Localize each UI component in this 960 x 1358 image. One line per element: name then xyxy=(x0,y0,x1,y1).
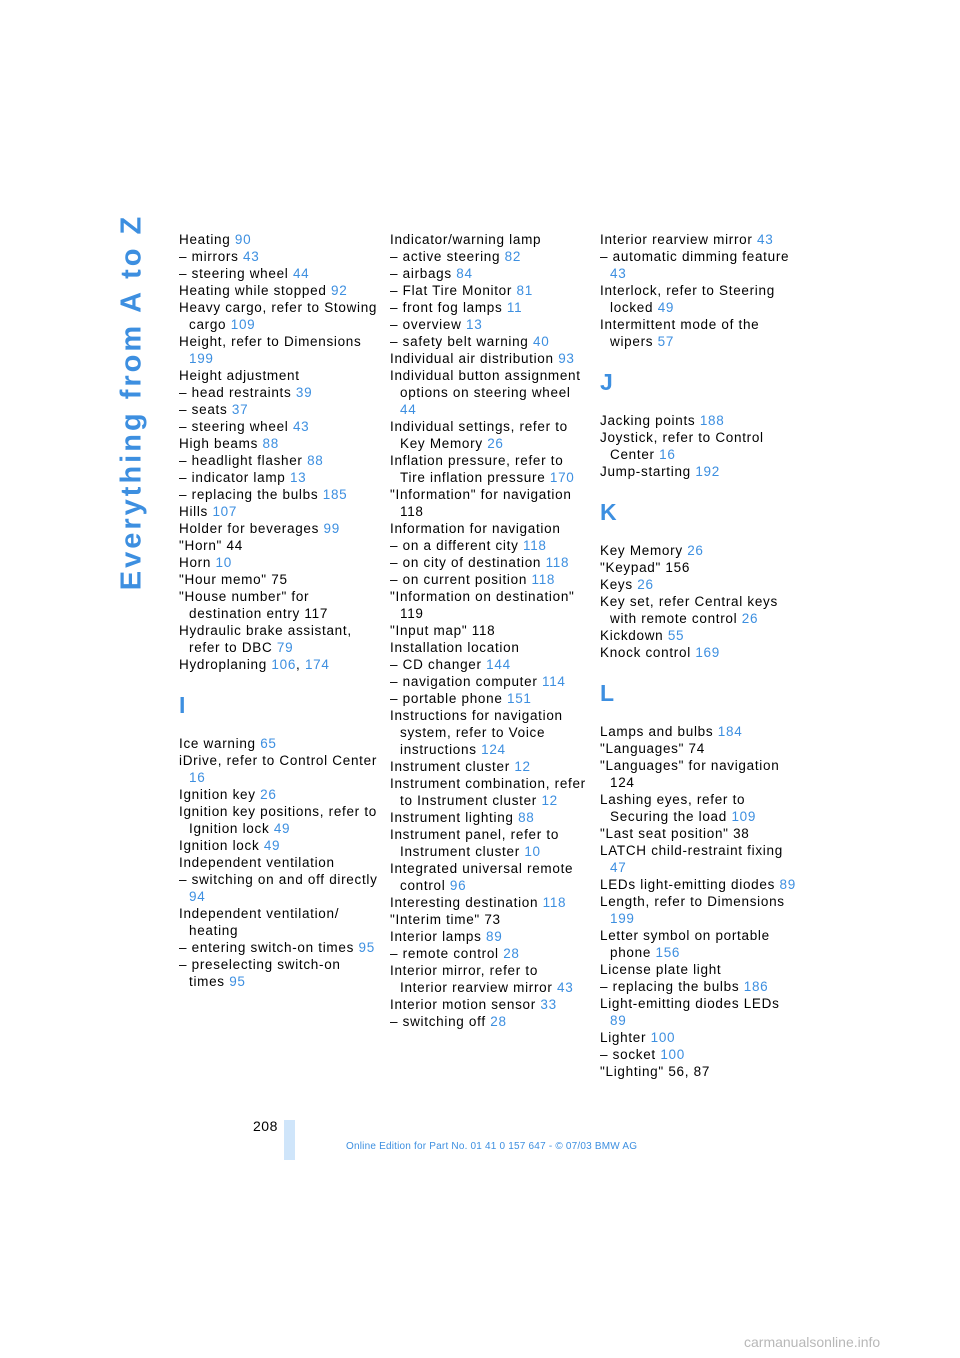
index-entry-text: – airbags xyxy=(390,266,457,281)
index-entry xyxy=(390,299,590,316)
index-entry-text: Interior motion sensor xyxy=(390,997,541,1012)
index-entry xyxy=(600,627,800,644)
side-title xyxy=(112,213,152,591)
index-entry xyxy=(390,316,590,333)
page-link[interactable]: 43 xyxy=(243,249,260,264)
index-entry-text: – entering switch-on times xyxy=(179,940,359,955)
index-entry-text: – on a different city xyxy=(390,538,523,553)
index-entry xyxy=(390,350,590,367)
index-entry xyxy=(600,876,800,893)
page-link[interactable]: 107 xyxy=(212,504,238,519)
index-entry xyxy=(390,775,590,809)
index-entry xyxy=(390,656,590,673)
index-entry-text: Ignition key xyxy=(179,787,261,802)
index-entry xyxy=(390,962,590,996)
index-entry-text: "Languages" for navigation 124 xyxy=(600,758,780,790)
index-entry xyxy=(600,1029,800,1046)
page-link[interactable]: 11 xyxy=(506,300,523,315)
index-entry-text: "Information" for navigation 118 xyxy=(390,487,572,519)
index-entry-text: Key set, refer Central keys with remote control xyxy=(600,594,778,626)
page-link[interactable]: 118 xyxy=(531,572,556,587)
page-link[interactable]: 89 xyxy=(779,877,796,892)
index-entry-text: License plate light xyxy=(600,962,722,977)
index-entry xyxy=(179,520,379,537)
index-entry-text: "Lighting" 56, 87 xyxy=(600,1064,711,1079)
index-entry-text: Instrument combination, refer to Instrument cluster xyxy=(390,776,586,808)
page-link[interactable]: 184 xyxy=(717,724,743,739)
page-link[interactable]: 43 xyxy=(557,980,574,995)
section-letter: L xyxy=(600,680,615,706)
page-link[interactable]: 40 xyxy=(532,334,550,349)
section-letter: I xyxy=(179,692,187,718)
index-entry xyxy=(179,282,379,299)
index-entry-text: Hydroplaning xyxy=(179,657,272,672)
index-entry xyxy=(179,786,379,803)
page-separator: , xyxy=(296,657,305,672)
index-entry xyxy=(390,248,590,265)
page-link[interactable]: 84 xyxy=(456,266,473,281)
index-entry xyxy=(600,576,800,593)
page-link[interactable]: 114 xyxy=(541,674,566,689)
index-entry-text: LATCH child-restraint fixing xyxy=(600,843,783,858)
index-column-1 xyxy=(179,231,379,990)
index-entry xyxy=(390,418,590,452)
index-entry-text: Heavy cargo, refer to Stowing cargo xyxy=(179,300,378,332)
index-entry xyxy=(390,996,590,1013)
index-entry-text: Ignition key positions, refer to Ignition lock xyxy=(179,804,377,836)
index-entry-text: Height, refer to Dimensions xyxy=(179,334,362,349)
index-entry xyxy=(179,939,379,956)
index-entry xyxy=(390,554,590,571)
index-entry-text: Individual air distribution xyxy=(390,351,559,366)
page-link[interactable]: 188 xyxy=(699,413,725,428)
index-column-3 xyxy=(600,231,800,1080)
watermark: carmanualsonline.info xyxy=(744,1334,881,1350)
index-entry xyxy=(600,231,800,248)
page-link[interactable]: 49 xyxy=(263,838,281,853)
index-entry xyxy=(390,690,590,707)
index-entry xyxy=(179,752,379,786)
page-link[interactable]: 169 xyxy=(695,645,720,660)
index-entry-text: – on current position xyxy=(390,572,532,587)
index-entry xyxy=(179,401,379,418)
index-entry xyxy=(179,588,379,622)
index-entry-text: Letter symbol on portable phone xyxy=(600,928,770,960)
index-entry-text: – seats xyxy=(179,402,232,417)
side-title-text: Everything from A to Z xyxy=(115,213,148,591)
index-entry-text: iDrive, refer to Control Center xyxy=(179,753,378,768)
index-entry-text: "Hour memo" 75 xyxy=(179,572,288,587)
index-entry xyxy=(390,265,590,282)
index-entry-text: Individual settings, refer to Key Memory xyxy=(390,419,568,451)
page-link[interactable]: 43 xyxy=(610,266,627,281)
index-entry xyxy=(600,282,800,316)
page-link[interactable]: 44 xyxy=(400,402,417,417)
page-link[interactable]: 118 xyxy=(542,895,567,910)
index-entry-text: Hydraulic brake assistant, refer to DBC xyxy=(179,623,352,655)
index-entry-text: – mirrors xyxy=(179,249,243,264)
index-entry xyxy=(179,248,379,265)
section-letter: J xyxy=(600,369,614,395)
page-number: 208 xyxy=(253,1118,278,1134)
index-entry-text: "Interim time" 73 xyxy=(390,912,501,927)
index-entry xyxy=(600,978,800,995)
page-link[interactable]: 43 xyxy=(292,419,310,434)
footer-text: Online Edition for Part No. 01 41 0 157 647 - © 07/03 BMW AG xyxy=(346,1141,638,1152)
index-entry-text: Heating while stopped xyxy=(179,283,331,298)
index-entry-text: Ignition lock xyxy=(179,838,264,853)
index-entry xyxy=(179,905,379,939)
page-link[interactable]: 43 xyxy=(757,232,774,247)
index-entry-text: Lashing eyes, refer to Securing the load xyxy=(600,792,746,824)
index-entry xyxy=(390,367,590,418)
page-link[interactable]: 185 xyxy=(322,487,348,502)
index-column-2 xyxy=(390,231,590,1030)
index-entry xyxy=(179,503,379,520)
index-entry-text: Keys xyxy=(600,577,638,592)
index-entry-text: – head restraints xyxy=(179,385,296,400)
index-entry xyxy=(179,622,379,656)
page-link[interactable]: 39 xyxy=(295,385,313,400)
page-link[interactable]: 81 xyxy=(516,283,533,298)
index-entry-text: LEDs light-emitting diodes xyxy=(600,877,780,892)
index-entry xyxy=(600,825,800,842)
page-link[interactable]: 174 xyxy=(304,657,330,672)
index-entry xyxy=(600,559,800,576)
index-entry-text: Interlock, refer to Steering locked xyxy=(600,283,775,315)
index-entry xyxy=(390,282,590,299)
index-entry-text: – remote control xyxy=(390,946,504,961)
index-entry xyxy=(390,571,590,588)
index-entry xyxy=(600,463,800,480)
page-link[interactable]: 49 xyxy=(657,300,675,315)
index-entry-text: Jump-starting xyxy=(600,464,696,479)
page-link[interactable]: 88 xyxy=(518,810,535,825)
page-link[interactable]: 10 xyxy=(215,555,232,570)
index-entry xyxy=(600,740,800,757)
page-link[interactable]: 199 xyxy=(189,351,214,366)
index-entry-text: Indicator/warning lamp xyxy=(390,232,542,247)
page-marker-bar xyxy=(284,1120,295,1160)
index-entry-text: Instrument cluster xyxy=(390,759,515,774)
page-link[interactable]: 33 xyxy=(540,997,557,1012)
index-entry-text: "Input map" 118 xyxy=(390,623,496,638)
index-entry xyxy=(600,893,800,927)
page-link[interactable]: 109 xyxy=(731,809,757,824)
index-entry-text: – front fog lamps xyxy=(390,300,507,315)
index-entry-text: High beams xyxy=(179,436,263,451)
index-entry xyxy=(179,367,379,384)
page-link[interactable]: 186 xyxy=(743,979,769,994)
index-entry-text: – steering wheel xyxy=(179,419,293,434)
page-link[interactable]: 26 xyxy=(487,436,504,451)
index-entry xyxy=(179,803,379,837)
index-entry xyxy=(390,826,590,860)
index-entry-text: "Last seat position" 38 xyxy=(600,826,750,841)
page-link[interactable]: 44 xyxy=(292,266,310,281)
index-entry xyxy=(390,537,590,554)
index-entry-text: – replacing the bulbs xyxy=(179,487,323,502)
index-entry-text: Height adjustment xyxy=(179,368,300,383)
index-entry-text: Horn xyxy=(179,555,216,570)
index-entry xyxy=(179,299,379,333)
index-entry xyxy=(390,673,590,690)
page-link[interactable]: 118 xyxy=(522,538,547,553)
index-entry xyxy=(600,542,800,559)
index-entry xyxy=(600,593,800,627)
index-entry-text: – switching on and off directly xyxy=(179,872,378,887)
index-entry-text: – portable phone xyxy=(390,691,507,706)
index-entry-text: Hills xyxy=(179,504,213,519)
index-entry xyxy=(390,231,590,248)
page-link[interactable]: 65 xyxy=(260,736,277,751)
page-link[interactable]: 170 xyxy=(549,470,575,485)
index-entry-text: – switching off xyxy=(390,1014,491,1029)
index-entry-text: – automatic dimming feature xyxy=(600,249,790,264)
index-entry xyxy=(600,757,800,791)
page-link[interactable]: 88 xyxy=(307,453,324,468)
index-entry-text: – replacing the bulbs xyxy=(600,979,744,994)
index-entry-text: "Keypad" 156 xyxy=(600,560,691,575)
index-entry xyxy=(179,452,379,469)
page-link[interactable]: 89 xyxy=(610,1013,627,1028)
index-entry xyxy=(179,384,379,401)
index-entry xyxy=(600,927,800,961)
index-entry xyxy=(390,639,590,656)
page-link[interactable]: 95 xyxy=(229,974,246,989)
section-letter: K xyxy=(600,499,618,525)
page-link[interactable]: 93 xyxy=(558,351,575,366)
index-entry-text: – navigation computer xyxy=(390,674,542,689)
index-entry-text: Key Memory xyxy=(600,543,688,558)
index-entry-text: "House number" for destination entry 117 xyxy=(179,589,329,621)
index-entry-text: Lamps and bulbs xyxy=(600,724,718,739)
index-entry-text: Intermittent mode of the wipers xyxy=(600,317,760,349)
page-link[interactable]: 82 xyxy=(504,249,522,264)
index-entry xyxy=(600,791,800,825)
page-link[interactable]: 100 xyxy=(650,1030,676,1045)
index-entry xyxy=(179,554,379,571)
page-link[interactable]: 13 xyxy=(465,317,483,332)
page-link[interactable]: 106 xyxy=(271,657,297,672)
index-entry xyxy=(179,871,379,905)
page-link[interactable]: 12 xyxy=(541,793,558,808)
index-entry xyxy=(179,333,379,367)
page-link[interactable]: 16 xyxy=(659,447,676,462)
index-entry xyxy=(600,842,800,876)
index-entry xyxy=(390,622,590,639)
page-link[interactable]: 109 xyxy=(230,317,256,332)
index-entry xyxy=(390,486,590,520)
index-entry xyxy=(179,571,379,588)
index-entry-text: Ice warning xyxy=(179,736,261,751)
index-entry-text: Interior rearview mirror xyxy=(600,232,758,247)
page-link[interactable]: 118 xyxy=(545,555,570,570)
index-entry-text: Interesting destination xyxy=(390,895,543,910)
index-entry xyxy=(390,911,590,928)
index-entry-text: Length, refer to Dimensions xyxy=(600,894,785,909)
index-entry xyxy=(390,707,590,758)
page-link[interactable]: 192 xyxy=(695,464,720,479)
index-entry xyxy=(179,231,379,248)
index-entry-text: Instrument panel, refer to Instrument cluster xyxy=(390,827,560,859)
page-link[interactable]: 90 xyxy=(234,232,252,247)
index-entry xyxy=(600,316,800,350)
index-entry-text: Interior lamps xyxy=(390,929,487,944)
index-entry xyxy=(390,894,590,911)
index-entry-text: – on city of destination xyxy=(390,555,546,570)
index-entry-text: Joystick, refer to Control Center xyxy=(600,430,764,462)
page-link[interactable]: 99 xyxy=(323,521,340,536)
index-entry xyxy=(179,854,379,871)
index-entry xyxy=(179,469,379,486)
page-link[interactable]: 100 xyxy=(660,1047,685,1062)
page-link[interactable]: 26 xyxy=(687,543,704,558)
index-entry xyxy=(179,956,379,990)
index-entry-text: – preselecting switch-on times xyxy=(179,957,341,989)
page-link[interactable]: 96 xyxy=(449,878,467,893)
index-entry-text: "Languages" 74 xyxy=(600,741,705,756)
page-link[interactable]: 144 xyxy=(486,657,511,672)
index-entry xyxy=(179,837,379,854)
page-link[interactable]: 10 xyxy=(524,844,541,859)
index-entry xyxy=(179,265,379,282)
index-entry-text: Instructions for navigation system, refer to Voice instructions xyxy=(390,708,563,757)
page-link[interactable]: 79 xyxy=(276,640,294,655)
index-entry xyxy=(600,644,800,661)
page-link[interactable]: 95 xyxy=(358,940,375,955)
page-link[interactable]: 26 xyxy=(260,787,277,802)
index-entry-text: Installation location xyxy=(390,640,520,655)
index-entry-text: – socket xyxy=(600,1047,661,1062)
index-entry xyxy=(179,537,379,554)
index-entry xyxy=(390,1013,590,1030)
index-entry xyxy=(600,1046,800,1063)
page-link[interactable]: 57 xyxy=(657,334,675,349)
index-entry xyxy=(390,452,590,486)
page-link[interactable]: 151 xyxy=(507,691,532,706)
index-entry xyxy=(600,248,800,282)
index-entry xyxy=(600,995,800,1029)
index-entry-text: Information for navigation xyxy=(390,521,561,536)
index-entry-text: – overview xyxy=(390,317,466,332)
index-entry-text: – CD changer xyxy=(390,657,487,672)
index-entry xyxy=(390,588,590,622)
page-link[interactable]: 28 xyxy=(490,1014,507,1029)
index-entry-text: Knock control xyxy=(600,645,696,660)
index-entry xyxy=(179,418,379,435)
index-entry xyxy=(179,435,379,452)
index-entry-text: Independent ventilation xyxy=(179,855,335,870)
page-link[interactable]: 16 xyxy=(189,770,206,785)
page-link[interactable]: 37 xyxy=(231,402,249,417)
index-entry xyxy=(390,860,590,894)
index-entry xyxy=(179,486,379,503)
page-link[interactable]: 89 xyxy=(486,929,503,944)
index-entry-text: Inflation pressure, refer to Tire inflation pressure xyxy=(390,453,564,485)
index-entry xyxy=(179,735,379,752)
index-entry xyxy=(390,945,590,962)
index-entry xyxy=(390,928,590,945)
index-entry xyxy=(600,961,800,978)
index-entry-text: – active steering xyxy=(390,249,505,264)
index-entry-text: Instrument lighting xyxy=(390,810,519,825)
page-link[interactable]: 94 xyxy=(189,889,206,904)
index-entry xyxy=(390,333,590,350)
index-entry-text: – steering wheel xyxy=(179,266,293,281)
page-link[interactable]: 199 xyxy=(610,911,635,926)
page-link[interactable]: 13 xyxy=(289,470,307,485)
index-entry xyxy=(600,429,800,463)
index-entry-text: Integrated universal remote control xyxy=(390,861,574,893)
index-entry-text: "Information on destination" 119 xyxy=(390,589,575,621)
index-entry xyxy=(600,1063,800,1080)
index-entry xyxy=(600,412,800,429)
index-entry-text: Jacking points xyxy=(600,413,700,428)
page-link[interactable]: 92 xyxy=(331,283,348,298)
page-link[interactable]: 124 xyxy=(481,742,506,757)
index-entry xyxy=(390,520,590,537)
index-entry-text: "Horn" 44 xyxy=(179,538,243,553)
index-entry-text: Kickdown xyxy=(600,628,668,643)
page-link[interactable]: 156 xyxy=(655,945,681,960)
page-link[interactable]: 12 xyxy=(514,759,531,774)
page-link[interactable]: 49 xyxy=(273,821,291,836)
index-entry xyxy=(390,809,590,826)
page-link[interactable]: 88 xyxy=(262,436,279,451)
index-entry-text: Light-emitting diodes LEDs xyxy=(600,996,780,1011)
index-entry-text: Lighter xyxy=(600,1030,651,1045)
index-entry-text: Holder for beverages xyxy=(179,521,324,536)
index-entry-text: Independent ventilation/ heating xyxy=(179,906,340,938)
page-link[interactable]: 26 xyxy=(741,611,759,626)
index-entry-text: Heating xyxy=(179,232,235,247)
page-link[interactable]: 26 xyxy=(637,577,654,592)
index-entry-text: Individual button assignment options on steering wheel xyxy=(390,368,581,400)
index-entry-text: – headlight flasher xyxy=(179,453,308,468)
index-entry xyxy=(600,723,800,740)
page-link[interactable]: 28 xyxy=(503,946,520,961)
page-link[interactable]: 47 xyxy=(610,860,627,875)
index-entry-text: – indicator lamp xyxy=(179,470,290,485)
index-entry-text: Interior mirror, refer to Interior rearview mirror xyxy=(390,963,558,995)
index-entry-text: – safety belt warning xyxy=(390,334,533,349)
index-entry-text: – Flat Tire Monitor xyxy=(390,283,517,298)
index-entry xyxy=(179,656,379,673)
index-entry xyxy=(390,758,590,775)
page-link[interactable]: 55 xyxy=(667,628,685,643)
